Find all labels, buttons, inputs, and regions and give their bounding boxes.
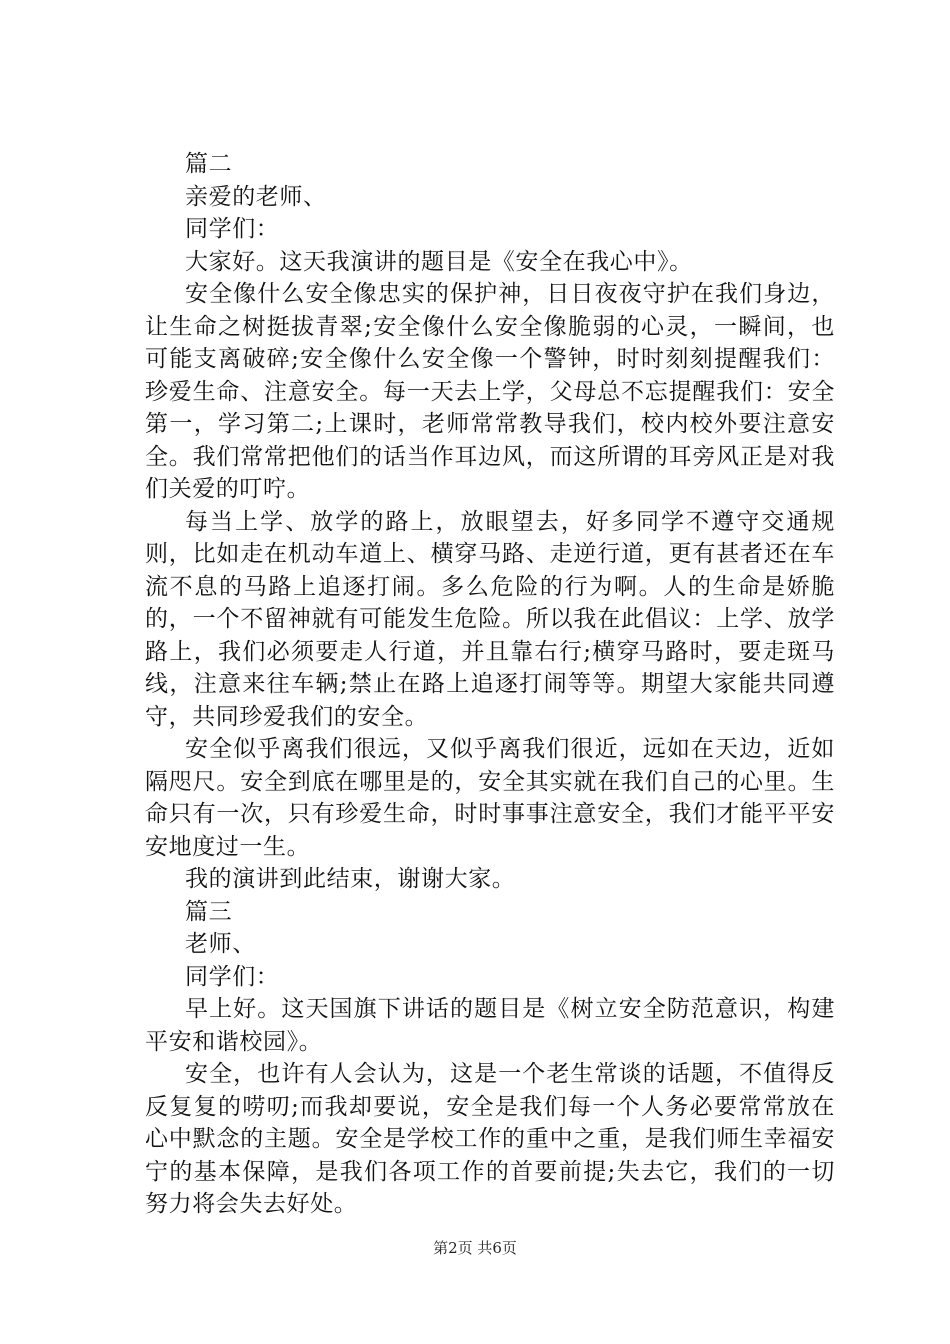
paragraph: 篇三 [185, 898, 233, 925]
paragraph: 同学们： [185, 963, 280, 990]
paragraph: 安全似乎离我们很远，又似乎离我们很近，远如在天边，近如隔咫尺。安全到底在哪里是的，安全其实就在我们自己的心里。生命只有一次，只有珍爱生命，时时事事注意安全，我们才能平平安安地度过一生。 [145, 736, 835, 860]
paragraph: 每当上学、放学的路上，放眼望去，好多同学不遵守交通规则，比如走在机动车道上、横穿马路、走逆行道，更有甚者还在车流不息的马路上追逐打闹。多么危险的行为啊。人的生命是娇脆的，一个不留神就有可能发生危险。所以我在此倡议：上学、放学路上，我们必须要走人行道，并且靠右行;横穿马路时，要走斑马线，注意来往车辆;禁止在路上追逐打闹等等。期望大家能共同遵守，共同珍爱我们的安全。 [145, 508, 835, 730]
page-footer: 第2页 共6页 [433, 1239, 517, 1257]
paragraph: 我的演讲到此结束，谢谢大家。 [185, 866, 516, 892]
paragraph: 老师、 [185, 931, 256, 957]
paragraph: 亲爱的老师、 [185, 183, 327, 210]
paragraph: 同学们： [185, 216, 280, 242]
paragraph: 早上好。这天国旗下讲话的题目是《树立安全防范意识，构建平安和谐校园》。 [145, 996, 835, 1055]
paragraph: 安全，也许有人会认为，这是一个老生常谈的话题，不值得反反复复的唠叨;而我却要说，安全是我们每一个人务必要常常放在心中默念的主题。安全是学校工作的重中之重，是我们师生幸福安宁的基本保障，是我们各项工作的首要前提;失去它，我们的一切努力将会失去好处。 [145, 1061, 835, 1217]
paragraph: 篇二 [185, 151, 233, 177]
paragraph: 大家好。这天我演讲的题目是《安全在我心中》。 [185, 248, 693, 275]
document-body [145, 148, 835, 1221]
paragraph: 安全像什么安全像忠实的保护神，日日夜夜守护在我们身边，让生命之树挺拔青翠;安全像什么安全像脆弱的心灵，一瞬间，也可能支离破碎;安全像什么安全像一个警钟，时时刻刻提醒我们：珍爱生命、注意安全。每一天去上学，父母总不忘提醒我们：安全第一，学习第二;上课时，老师常常教导我们，校内校外要注意安全。我们常常把他们的话当作耳边风，而这所谓的耳旁风正是对我们关爱的叮咛。 [145, 281, 835, 502]
